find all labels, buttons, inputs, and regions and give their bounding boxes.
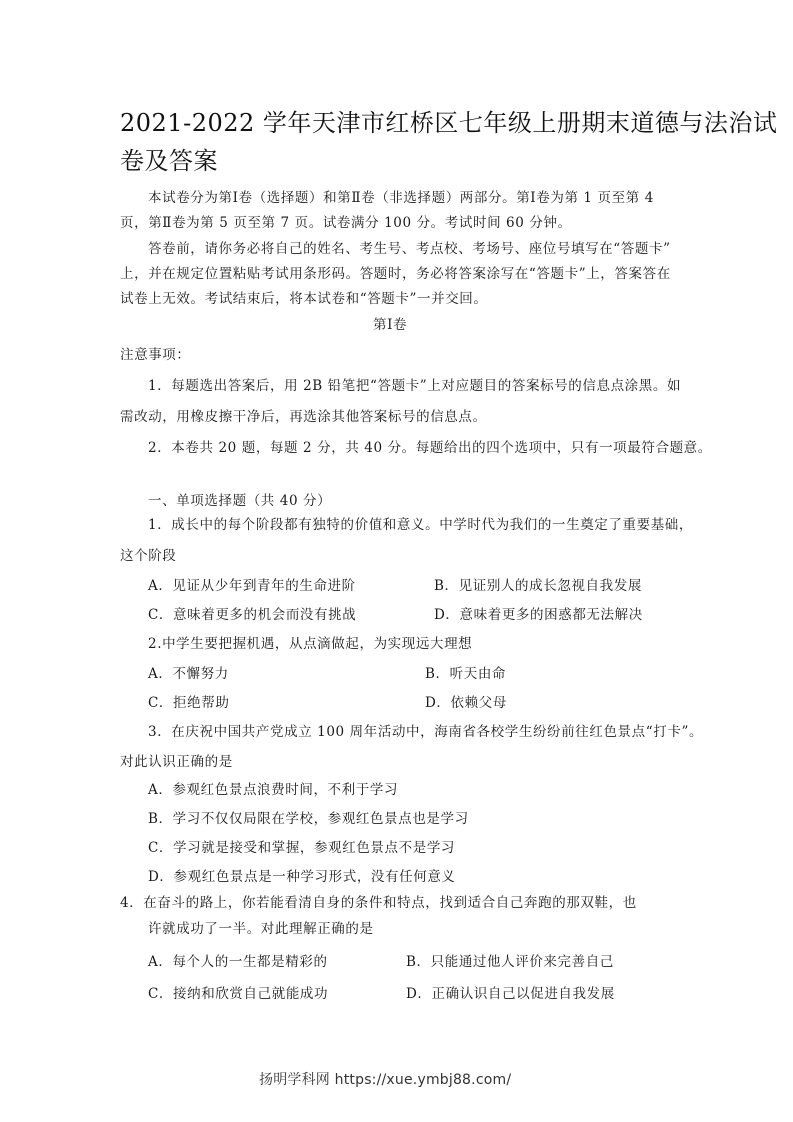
section-heading: 一、单项选择题（共 40 分）: [148, 493, 332, 509]
option-a: A．不懈努力: [148, 666, 229, 682]
intro-line: 答卷前，请你务必将自己的姓名、考生号、考点校、考场号、座位号填写在“答题卡”: [148, 241, 671, 257]
option-b: B．见证别人的成长忽视自我发展: [434, 578, 642, 594]
footer-watermark: 扬明学科网 https://xue.ymbj88.com/: [259, 1072, 512, 1088]
part-heading: 第Ⅰ卷: [373, 317, 408, 333]
note-line: 1．每题选出答案后，用 2B 铅笔把“答题卡”上对应题目的答案标号的信息点涂黑。如: [148, 378, 682, 394]
note-line: 2．本卷共 20 题，每题 2 分，共 40 分。每题给出的四个选项中，只有一项最符合题意。: [148, 440, 712, 456]
option-c: C．接纳和欣赏自己就能成功: [148, 986, 329, 1002]
option-d: D．依赖父母: [425, 695, 507, 711]
document-title-line-2: 卷及答案: [120, 147, 218, 175]
question-stem: 许就成功了一半。对此理解正确的是: [148, 921, 374, 937]
option-d: D．意味着更多的困惑都无法解决: [434, 607, 643, 623]
notes-heading: 注意事项：: [120, 347, 191, 363]
intro-line: 本试卷分为第Ⅰ卷（选择题）和第Ⅱ卷（非选择题）两部分。第Ⅰ卷为第 1 页至第 4: [148, 190, 654, 206]
intro-line: 试卷上无效。考试结束后，将本试卷和“答题卡”一并交回。: [120, 291, 488, 307]
option-b: B．只能通过他人评价来完善自己: [406, 954, 614, 970]
question-stem: 3．在庆祝中国共产党成立 100 周年活动中，海南省各校学生纷纷前往红色景点“打卡”。: [148, 724, 704, 740]
intro-line: 上，并在规定位置粘贴考试用条形码。答题时，务必将答案涂写在“答题卡”上，答案答在: [120, 266, 671, 282]
option-d: D．正确认识自己以促进自我发展: [406, 986, 615, 1002]
option-c: C．拒绝帮助: [148, 695, 230, 711]
option-b: B．学习不仅仅局限在学校，参观红色景点也是学习: [148, 811, 469, 827]
option-a: A．见证从少年到青年的生命进阶: [148, 578, 356, 594]
document-title-line-1: 2021-2022 学年天津市红桥区七年级上册期末道德与法治试: [120, 109, 778, 137]
question-stem: 1．成长中的每个阶段都有独特的价值和意义。中学时代为我们的一生奠定了重要基础，: [148, 517, 693, 533]
question-stem: 4．在奋斗的路上，你若能看清自身的条件和特点，找到适合自己奔跑的那双鞋，也: [120, 895, 637, 911]
option-a: A．每个人的一生都是精彩的: [148, 954, 328, 970]
question-stem: 对此认识正确的是: [120, 754, 233, 770]
option-c: C．意味着更多的机会而没有挑战: [148, 607, 357, 623]
option-d: D．参观红色景点是一种学习形式，没有任何意义: [148, 869, 456, 885]
intro-line: 页，第Ⅱ卷为第 5 页至第 7 页。试卷满分 100 分。考试时间 60 分钟。: [120, 215, 572, 231]
question-stem: 这个阶段: [120, 548, 177, 564]
question-stem: 2.中学生要把握机遇，从点滴做起，为实现远大理想: [148, 636, 473, 652]
option-c: C．学习就是接受和掌握，参观红色景点不是学习: [148, 840, 456, 856]
option-a: A．参观红色景点浪费时间，不利于学习: [148, 782, 399, 798]
note-line: 需改动，用橡皮擦干净后，再选涂其他答案标号的信息点。: [120, 409, 487, 425]
option-b: B．听天由命: [425, 666, 507, 682]
